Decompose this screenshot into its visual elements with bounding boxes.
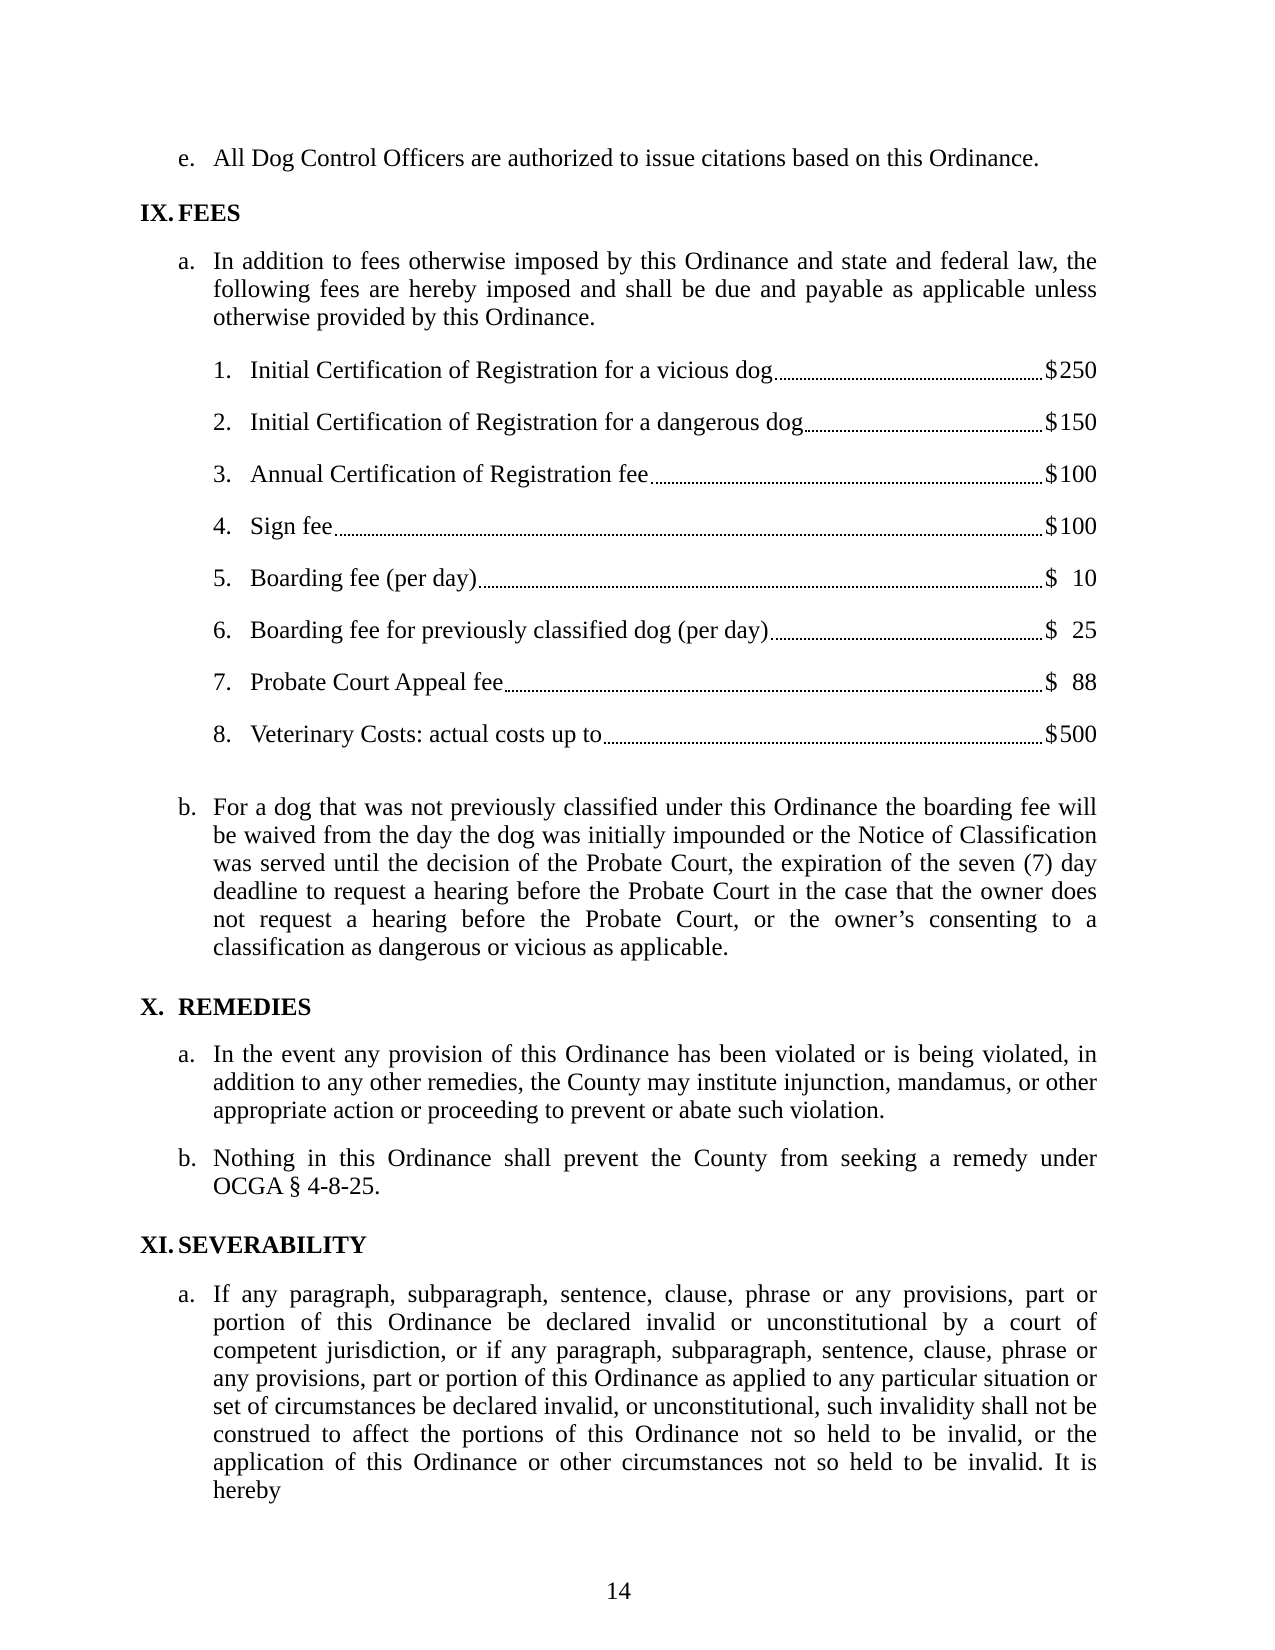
fee-label: Boarding fee for previously classified dog (per day) — [250, 617, 769, 644]
paragraph-label: a. — [178, 248, 196, 275]
fee-schedule — [213, 357, 1097, 749]
paragraph-label: a. — [178, 1281, 196, 1308]
fee-value: 10 — [1072, 565, 1097, 592]
fee-number: 1. — [213, 357, 232, 384]
fee-value: 250 — [1059, 357, 1097, 384]
section-heading-remedies — [140, 994, 1097, 1022]
fee-value: 150 — [1059, 409, 1097, 436]
paragraph-text: For a dog that was not previously classified under this Ordinance the boarding fee will be waived from the day the dog was initially impounded or the Notice of Classification was served until the decision of the Probate Court, the expiration of the seven (7) day deadline to request a hearing before the Probate Court in the case that the owner does not request a hearing before the Probate Court, or the owner’s consenting to a classification as dangerous or vicious as applicable. — [213, 794, 1097, 961]
fee-number: 2. — [213, 409, 232, 436]
severability-paragraph-a — [178, 1281, 1097, 1505]
fee-label: Veterinary Costs: actual costs up to — [250, 721, 603, 748]
list-item-label: e. — [178, 145, 196, 172]
section-title: FEES — [178, 200, 241, 227]
fee-label: Initial Certification of Registration for a dangerous dog — [250, 409, 804, 436]
fee-row — [213, 617, 1097, 645]
fees-paragraph-b — [178, 794, 1097, 962]
currency-sign: $ — [1045, 409, 1058, 436]
list-item-e — [178, 145, 1097, 173]
fee-label: Initial Certification of Registration for a vicious dog — [250, 357, 773, 384]
paragraph-label: b. — [178, 1145, 197, 1172]
list-item-text: All Dog Control Officers are authorized to issue citations based on this Ordinance. — [213, 145, 1040, 172]
dotted-leader — [505, 690, 1042, 692]
paragraph-label: a. — [178, 1041, 196, 1068]
dotted-leader — [479, 586, 1042, 588]
fee-row — [213, 513, 1097, 541]
fee-value: 88 — [1072, 669, 1097, 696]
fee-number: 6. — [213, 617, 232, 644]
fee-row — [213, 721, 1097, 749]
fee-amount — [1045, 357, 1097, 385]
fee-amount — [1045, 461, 1097, 489]
dotted-leader — [651, 482, 1043, 484]
dotted-leader — [604, 742, 1042, 744]
fee-label: Probate Court Appeal fee — [250, 669, 504, 696]
fee-label: Annual Certification of Registration fee — [250, 461, 649, 488]
currency-sign: $ — [1045, 617, 1058, 644]
section-numeral: XI. — [140, 1232, 175, 1259]
currency-sign: $ — [1045, 721, 1058, 748]
currency-sign: $ — [1045, 461, 1058, 488]
fee-amount — [1045, 721, 1097, 749]
fee-number: 4. — [213, 513, 232, 540]
paragraph-label: b. — [178, 794, 197, 821]
dotted-leader — [775, 378, 1042, 380]
fee-amount — [1045, 617, 1097, 645]
dotted-leader — [805, 430, 1042, 432]
section-title: REMEDIES — [178, 994, 312, 1021]
currency-sign: $ — [1045, 357, 1058, 384]
dotted-leader — [771, 638, 1042, 640]
fee-row — [213, 461, 1097, 489]
remedies-paragraph-b — [178, 1145, 1097, 1201]
fee-number: 3. — [213, 461, 232, 488]
section-heading-fees — [140, 200, 1097, 228]
section-numeral: IX. — [140, 200, 175, 227]
fee-number: 7. — [213, 669, 232, 696]
fee-amount — [1045, 565, 1097, 593]
fees-paragraph-a — [178, 248, 1097, 332]
fee-amount — [1045, 409, 1097, 437]
fee-row — [213, 565, 1097, 593]
paragraph-text: If any paragraph, subparagraph, sentence, clause, phrase or any provisions, part or portion of this Ordinance be declared invalid or unconstitutional by a court of competent jurisdiction, or if any paragraph, subparagraph, sentence, clause, phrase or any provisions, part or portion of this Ordinance as applied to any particular situation or set of circumstances be declared invalid, or unconstitutional, such invalidity shall not be construed to affect the portions of this Ordinance not so held to be invalid, or the application of this Ordinance or other circumstances not so held to be invalid. It is hereby — [213, 1281, 1097, 1504]
currency-sign: $ — [1045, 565, 1058, 592]
fee-amount — [1045, 669, 1097, 697]
section-numeral: X. — [140, 994, 165, 1021]
page-number: 14 — [606, 1578, 631, 1605]
fee-row — [213, 409, 1097, 437]
fee-amount — [1045, 513, 1097, 541]
remedies-paragraph-a — [178, 1041, 1097, 1125]
currency-sign: $ — [1045, 669, 1058, 696]
fee-label: Sign fee — [250, 513, 333, 540]
dotted-leader — [335, 534, 1042, 536]
paragraph-text: In addition to fees otherwise imposed by this Ordinance and state and federal law, the following fees are hereby imposed and shall be due and payable as applicable unless otherwise provided by this Ordinance. — [213, 248, 1097, 331]
fee-number: 8. — [213, 721, 232, 748]
section-title: SEVERABILITY — [178, 1232, 367, 1259]
paragraph-text: Nothing in this Ordinance shall prevent the County from seeking a remedy under OCGA § 4-8-25. — [213, 1145, 1097, 1200]
currency-sign: $ — [1045, 513, 1058, 540]
fee-value: 500 — [1059, 721, 1097, 748]
fee-value: 100 — [1059, 513, 1097, 540]
fee-number: 5. — [213, 565, 232, 592]
section-heading-severability — [140, 1232, 1097, 1260]
fee-row — [213, 669, 1097, 697]
fee-value: 100 — [1059, 461, 1097, 488]
fee-row — [213, 357, 1097, 385]
fee-label: Boarding fee (per day) — [250, 565, 477, 592]
fee-value: 25 — [1072, 617, 1097, 644]
paragraph-text: In the event any provision of this Ordinance has been violated or is being violated, in addition to any other remedies, the County may institute injunction, mandamus, or other appropriate action or proceeding to prevent or abate such violation. — [213, 1041, 1097, 1124]
